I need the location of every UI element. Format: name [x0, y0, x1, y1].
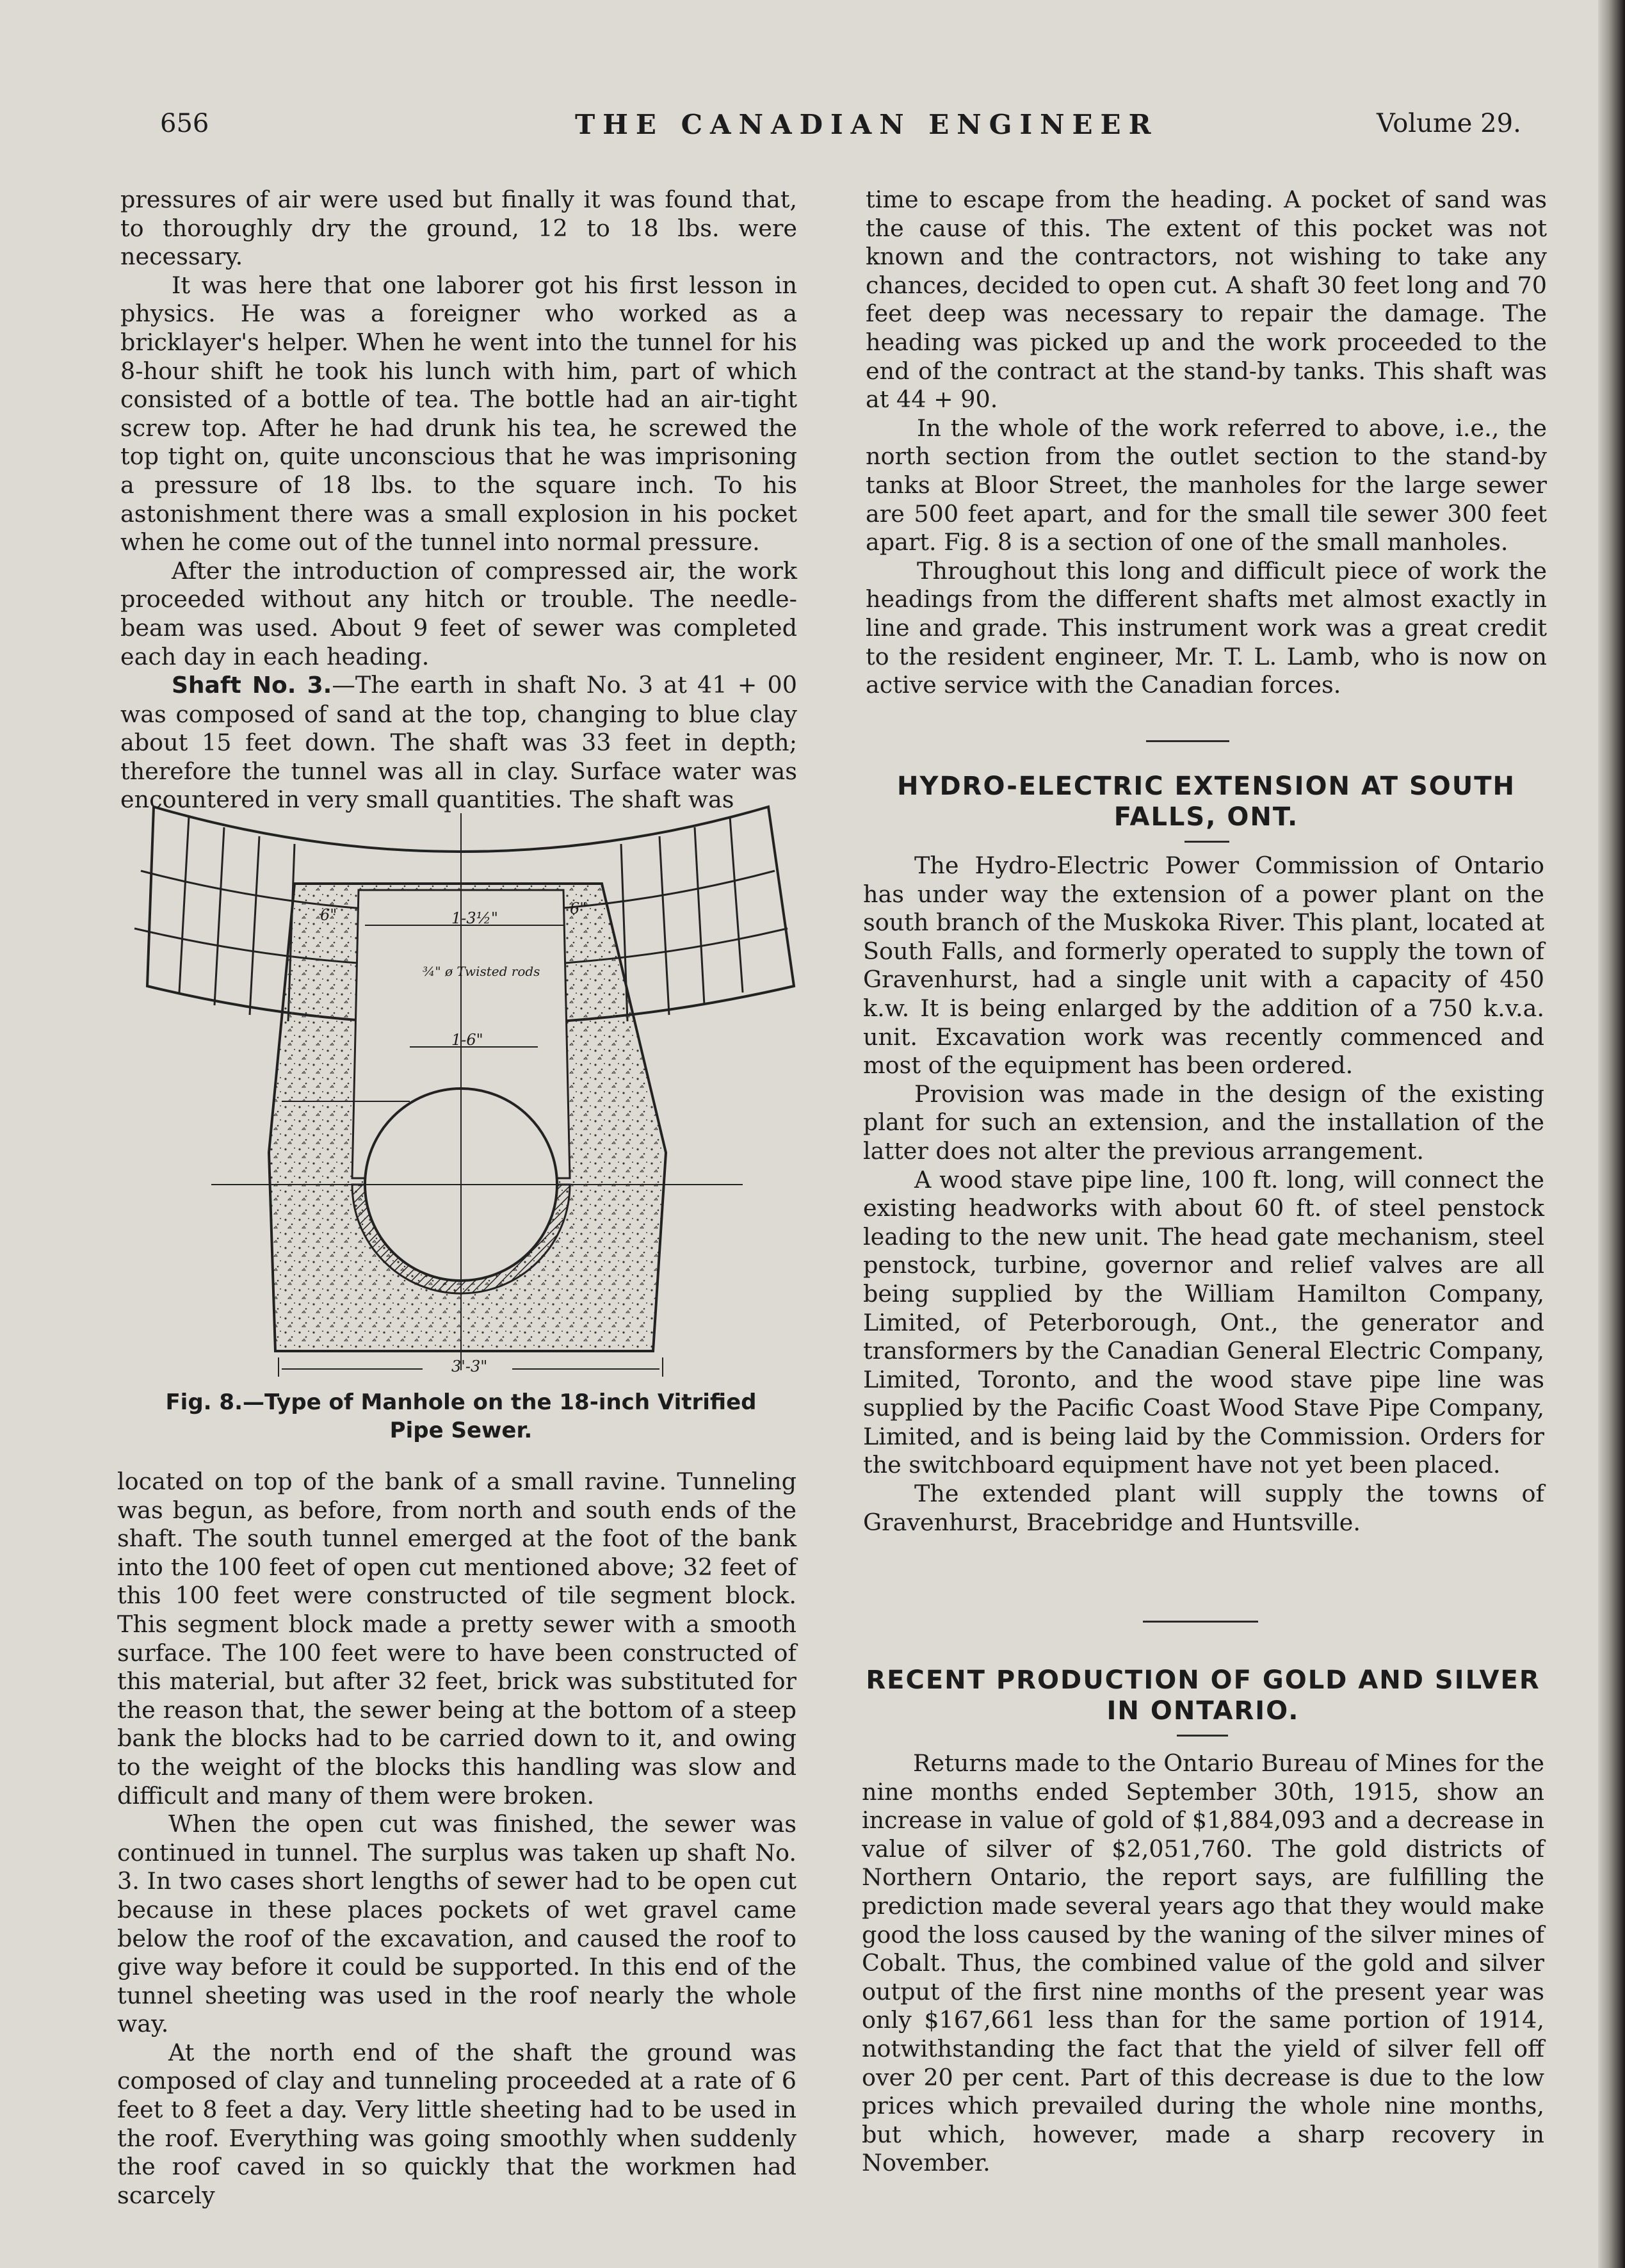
- paragraph: located on top of the bank of a small ravine. Tunneling was begun, as before, from north and south ends of the shaft. The south tunnel emerged at the foot of the bank into the 100 feet of open cut mentioned above; 32 feet of this 100 feet were constructed of tile segment block. This segment block made a pretty sewer with a smooth surface. The 100 feet were to have been constructed of this material, but after 32 feet, brick was substituted for the reason that, the sewer being at the bottom of a steep bank the blocks had to be carried down to it, and owing to the weight of the blocks this handling was slow and difficult and many of them were broken.: [117, 1468, 796, 1810]
- caption-line: Pipe Sewer.: [389, 1418, 533, 1443]
- section-hydro-body: [863, 852, 1544, 1537]
- page-edge-shadow: [1598, 0, 1625, 2268]
- paragraph: Returns made to the Ontario Bureau of Mines for the nine months ended September 30th, 1915, show an increase in value of gold of $1,884,093 and a decrease in value of silver of $2,051,760. The gold districts of Northern Ontario, the report says, are fulfilling the prediction made several years ago that they would make good the loss caused by the waning of the silver mines of Cobalt. Thus, the combined value of the gold and silver output of the first nine months of the present year was only $167,661 less than for the same portion of 1914, notwithstanding the fact that the yield of silver fell off over 20 per cent. Part of this decrease is due to the low prices which prevailed during the whole nine months, but which, however, made a sharp recovery in November.: [862, 1749, 1544, 2177]
- paragraph: When the open cut was finished, the sewer was continued in tunnel. The surplus was taken up shaft No. 3. In two cases short lengths of sewer had to be open cut because in these places pockets of wet gravel came below the roof of the excavation, and caused the roof to give way before it could be supported. In this end of the tunnel sheeting was used in the roof nearly the whole way.: [117, 1810, 796, 2038]
- paragraph: After the introduction of compressed air, the work proceeded without any hitch or trouble. The needle-beam was used. About 9 feet of sewer was completed each day in each heading.: [120, 556, 797, 670]
- paragraph: It was here that one laborer got his first lesson in physics. He was a foreigner who worked as a bricklayer's helper. When he went into the tunnel for his 8-hour shift he took his lunch with him, part of which consisted of a bottle of tea. The bottle had an air-tight screw top. After he had drunk his tea, he screwed the top tight on, quite unconscious that he was imprisoning a pressure of 18 lbs. to the square inch. To his astonishment there was a small explosion in his pocket when he come out of the tunnel into normal pressure.: [120, 271, 797, 556]
- dimension-label-left-side: 6": [320, 906, 337, 924]
- title-underline: [1184, 841, 1229, 843]
- dimension-label-side: 6": [570, 900, 587, 918]
- section-divider: [1146, 740, 1229, 742]
- section-title-hydro: HYDRO-ELECTRIC EXTENSION AT SOUTH FALLS, ONT.: [897, 772, 1516, 832]
- paragraph-shaft-no-3: [120, 671, 797, 814]
- figure-manhole-section: [128, 794, 800, 1383]
- manhole-drawing: [128, 794, 800, 1383]
- right-column-top: [866, 186, 1547, 700]
- page-number: 656: [160, 109, 209, 138]
- paragraph: The Hydro-Electric Power Commission of Ontario has under way the extension of a power plant on the south branch of the Muskoka River. This plant, located at South Falls, and formerly operated to supply the town of Gravenhurst, had a single unit with a capacity of 450 k.w. It is being enlarged by the addition of a 750 k.v.a. unit. Excavation work was recently commenced and most of the equipment has been ordered.: [863, 852, 1544, 1080]
- dimension-label-bottom: 3'-3": [451, 1357, 488, 1375]
- title-underline: [1177, 1735, 1228, 1737]
- paragraph: Provision was made in the design of the existing plant for such an extension, and the installation of the latter does not alter the previous arrangement.: [863, 1080, 1544, 1165]
- section-title-gold: RECENT PRODUCTION OF GOLD AND SILVER IN ONTARIO.: [866, 1665, 1540, 1726]
- section-gold-body: [862, 1749, 1544, 2178]
- journal-title: THE CANADIAN ENGINEER: [575, 109, 1159, 140]
- left-column-bottom: [117, 1468, 796, 2210]
- paragraph: Throughout this long and difficult piece of work the headings from the different shafts met almost exactly in line and grade. This instrument work was a great credit to the resident engineer, Mr. T. L. Lamb, who is now on active service with the Canadian forces.: [866, 556, 1547, 699]
- paragraph: At the north end of the shaft the ground was composed of clay and tunneling proceeded at a rate of 6 feet to 8 feet a day. Very little sheeting had to be used in the roof. Everything was going smoothly when suddenly the roof caved in so quickly that the workmen had scarcely: [117, 2038, 796, 2209]
- left-column-top: [120, 186, 797, 814]
- paragraph-text: —The earth in shaft No. 3 at 41 + 00 was composed of sand at the top, changing to blue clay about 15 feet down. The shaft was 33 feet in depth; therefore the tunnel was all in clay. Surface water was encountered in very small quantities. The shaft was: [120, 671, 797, 814]
- dimension-label-top: 1-3½": [451, 909, 498, 927]
- rods-label: ¾" ø Twisted rods: [423, 964, 540, 979]
- figure-caption: [141, 1388, 781, 1445]
- paragraph: In the whole of the work referred to above, i.e., the north section from the outlet section to the stand-by tanks at Bloor Street, the manholes for the large sewer are 500 feet apart, and for the small tile sewer 300 feet apart. Fig. 8 is a section of one of the small manholes.: [866, 414, 1547, 556]
- page-header: [0, 109, 1625, 154]
- volume-label: Volume 29.: [1377, 109, 1521, 138]
- paragraph: time to escape from the heading. A pocket of sand was the cause of this. The extent of this pocket was not known and the contractors, not wishing to take any chances, decided to open cut. A shaft 30 feet long and 70 feet deep was necessary to repair the damage. The heading was picked up and the work proceeded to the end of the contract at the stand-by tanks. This shaft was at 44 + 90.: [866, 186, 1547, 414]
- dimension-label-mid: 1-6": [451, 1031, 483, 1049]
- paragraph: A wood stave pipe line, 100 ft. long, will connect the existing headworks with about 60 ft. of steel penstock leading to the new unit. The head gate mechanism, steel penstock, turbine, governor and relief valves are all being supplied by the William Hamilton Company, Limited, of Peterborough, Ont., the generator and transformers by the Canadian General Electric Company, Limited, Toronto, and the wood stave pipe line was supplied by the Pacific Coast Wood Stave Pipe Company, Limited, and is being laid by the Commission. Orders for the switchboard equipment have not yet been placed.: [863, 1165, 1544, 1479]
- paragraph: The extended plant will supply the towns of Gravenhurst, Bracebridge and Huntsville.: [863, 1480, 1544, 1536]
- caption-line: Fig. 8.—Type of Manhole on the 18-inch Vitrified: [165, 1389, 757, 1415]
- run-in-heading: Shaft No. 3.: [172, 672, 332, 699]
- paragraph: pressures of air were used but finally it was found that, to thoroughly dry the ground, 12 to 18 lbs. were necessary.: [120, 186, 797, 271]
- section-divider: [1143, 1621, 1258, 1623]
